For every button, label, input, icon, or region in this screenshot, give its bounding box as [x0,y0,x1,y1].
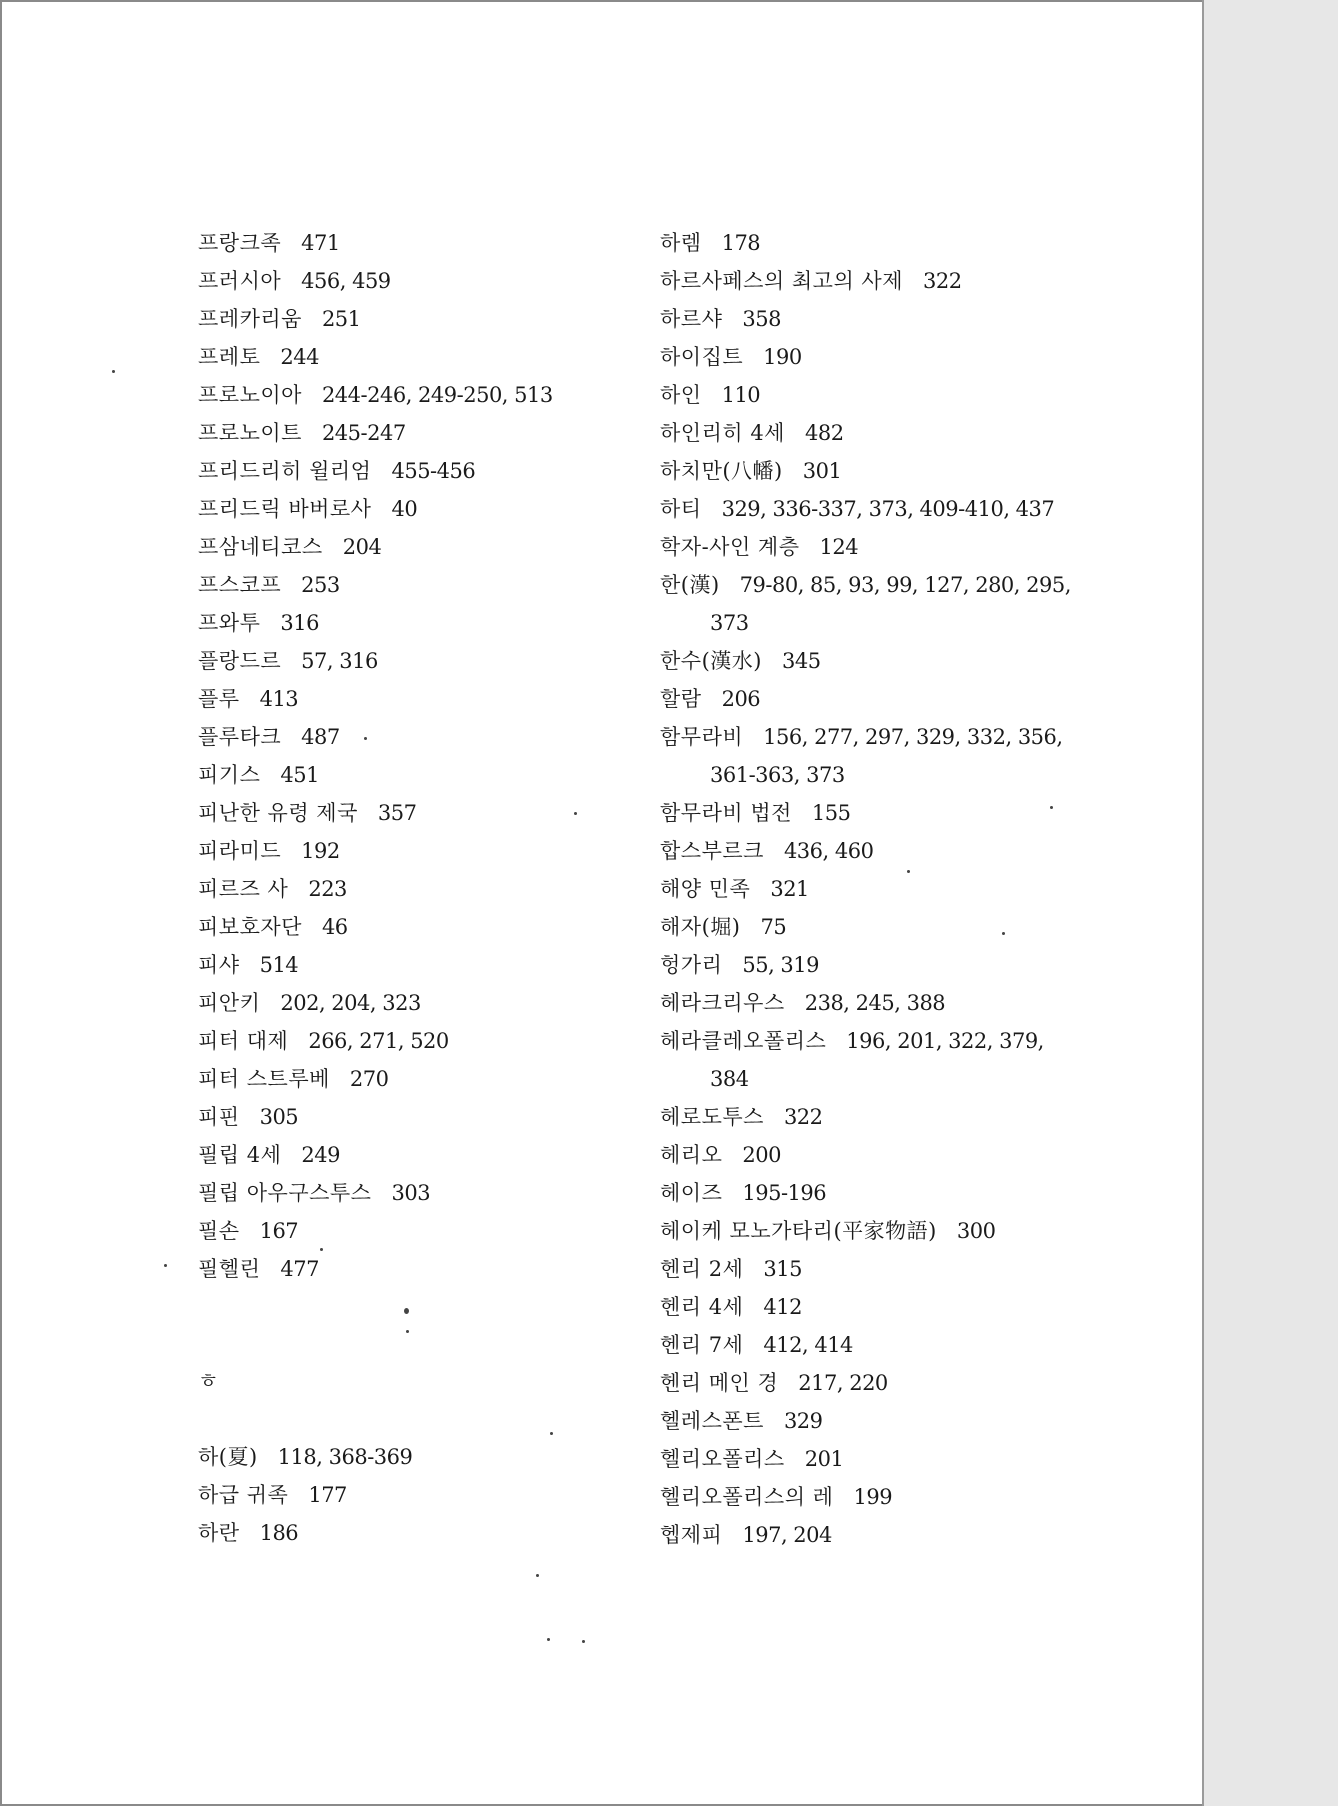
index-term: 피라미드 [198,839,282,863]
index-page-numbers: 316 [280,611,319,635]
index-term: 헨리 7세 [660,1333,744,1357]
index-entry [660,1478,1120,1516]
index-entry [198,604,638,642]
index-page-numbers: 322 [923,269,962,293]
index-page-numbers: 190 [763,345,802,369]
index-page-numbers: 244-246, 249-250, 513 [321,383,553,407]
scan-speck [112,370,115,373]
index-term: 해자(堀) [660,915,741,939]
index-page-numbers: 206 [721,687,761,711]
index-page-numbers: 373 [710,611,749,635]
index-term: 하급 귀족 [198,1483,289,1507]
index-entry [198,1438,638,1476]
index-column-right [660,224,1120,1554]
scan-speck [1002,932,1005,935]
index-term: 프리드릭 바버로사 [198,497,372,521]
index-entry [198,642,638,680]
index-entry [198,1060,638,1098]
index-page-numbers: 75 [760,915,787,939]
index-page-numbers: 477 [280,1257,319,1281]
index-term: 프리드리히 윌리엄 [198,459,372,483]
index-page-numbers: 110 [721,383,761,407]
index-page-numbers: 118, 368-369 [277,1445,413,1469]
scan-speck [164,1264,167,1267]
index-term: 프랑크족 [198,231,282,255]
scan-speck [404,1308,409,1314]
index-entry [660,452,1120,490]
index-page-numbers: 412 [763,1295,802,1319]
index-page-numbers: 321 [770,877,809,901]
index-term: 헤로도투스 [660,1105,764,1129]
index-entry [660,262,1120,300]
index-page-numbers: 471 [301,231,340,255]
index-entry [660,604,1120,642]
index-entry [198,718,638,756]
index-term: 피난한 유령 제국 [198,801,358,825]
index-page-numbers: 192 [301,839,340,863]
index-page-numbers: 156, 277, 297, 329, 332, 356, [763,725,1063,749]
index-term: 하란 [198,1521,240,1545]
scan-speck [547,1638,550,1641]
index-page-numbers: 487 [301,725,340,749]
index-page-numbers: 204 [342,535,382,559]
index-entry [198,832,638,870]
index-entry [198,1136,638,1174]
index-term: 피보호자단 [198,915,302,939]
index-entry [198,680,638,718]
viewer-margin [1202,0,1338,1806]
scan-speck [1050,806,1053,809]
index-term: 필손 [198,1219,240,1243]
index-term: 헤이즈 [660,1181,723,1205]
index-term: 프삼네티코스 [198,535,323,559]
index-entry [198,1098,638,1136]
index-page-numbers: 186 [259,1521,299,1545]
index-entry [198,1022,638,1060]
index-page-numbers: 79-80, 85, 93, 99, 127, 280, 295, [739,573,1071,597]
index-page-numbers: 455-456 [391,459,476,483]
index-entry [660,680,1120,718]
index-page-numbers: 305 [259,1105,299,1129]
index-term: 프러시아 [198,269,282,293]
index-entry [198,946,638,984]
index-term: 피터 대제 [198,1029,289,1053]
index-page-numbers: 358 [742,307,781,331]
index-term: 피안키 [198,991,261,1015]
index-entry [660,1402,1120,1440]
index-entry [198,338,638,376]
index-page-numbers: 46 [321,915,348,939]
index-entry [198,262,638,300]
index-term: 헤이케 모노가타리(平家物語) [660,1219,937,1243]
index-term: 프레카리움 [198,307,302,331]
index-entry [198,528,638,566]
index-entry [198,1476,638,1514]
index-entry [660,1364,1120,1402]
index-term: 플루타크 [198,725,282,749]
index-entry [198,452,638,490]
index-entry [660,984,1120,1022]
index-term: 헨리 메인 경 [660,1371,779,1395]
index-entry [660,566,1120,604]
index-entry [660,1060,1120,1098]
index-entry [198,1250,638,1288]
index-term: 필립 아우구스투스 [198,1181,372,1205]
index-page-numbers: 249 [301,1143,340,1167]
index-entry [198,376,638,414]
index-term: 함무라비 [660,725,744,749]
index-page-numbers: 456, 459 [301,269,391,293]
index-page-numbers: 361-363, 373 [710,763,845,787]
index-term: 할람 [660,687,702,711]
index-page-numbers: 223 [308,877,347,901]
index-term: 피르즈 사 [198,877,289,901]
index-entry [660,1022,1120,1060]
scan-speck [406,1330,409,1333]
index-term: 프와투 [198,611,261,635]
index-page-numbers: 124 [819,535,859,559]
index-page-numbers: 244 [280,345,319,369]
index-term: 하인 [660,383,702,407]
index-entry [660,300,1120,338]
index-term: 하치만(八幡) [660,459,783,483]
index-page-numbers: 202, 204, 323 [280,991,421,1015]
index-term: 필헬린 [198,1257,261,1281]
index-entry [660,1136,1120,1174]
index-entry [198,870,638,908]
index-term: 합스부르크 [660,839,764,863]
index-term: 해양 민족 [660,877,751,901]
scan-speck [574,812,577,815]
scan-speck [536,1574,539,1577]
scan-speck [364,737,367,740]
index-term: 하르샤 [660,307,723,331]
index-term: 한수(漢水) [660,649,762,673]
index-entry [660,870,1120,908]
index-term: 헨리 4세 [660,1295,744,1319]
index-page-numbers: 245-247 [321,421,406,445]
index-entry [660,756,1120,794]
index-page-numbers: 251 [321,307,361,331]
index-term: 프레토 [198,345,261,369]
index-term: 헝가리 [660,953,723,977]
index-entry [198,794,638,832]
index-term: 피기스 [198,763,261,787]
index-page-numbers: 196, 201, 322, 379, [846,1029,1044,1053]
index-entry [660,528,1120,566]
section-heading: ㅎ [198,1369,219,1393]
index-page-numbers: 253 [301,573,340,597]
index-term: 한(漢) [660,573,720,597]
index-column-left [198,224,638,1288]
index-term: 하인리히 4세 [660,421,785,445]
index-entry [660,1250,1120,1288]
index-entry [660,1212,1120,1250]
index-term: 플루 [198,687,240,711]
index-term: 플랑드르 [198,649,282,673]
index-term: 피핀 [198,1105,240,1129]
index-term: 필립 4세 [198,1143,282,1167]
index-page-numbers: 155 [811,801,851,825]
index-entry [660,1326,1120,1364]
index-page-numbers: 201 [804,1447,844,1471]
index-entry [660,1440,1120,1478]
index-term: 피샤 [198,953,240,977]
index-term: 하렘 [660,231,702,255]
index-entry [660,718,1120,756]
index-entry [660,338,1120,376]
index-term: 헬레스폰트 [660,1409,764,1433]
index-entry [660,490,1120,528]
index-entry [660,908,1120,946]
index-term: 하(夏) [198,1445,258,1469]
index-page-numbers: 195-196 [742,1181,827,1205]
index-entry [660,1288,1120,1326]
index-page-numbers: 270 [349,1067,389,1091]
index-page-numbers: 238, 245, 388 [804,991,946,1015]
index-entry [198,1514,638,1552]
index-page-numbers: 357 [377,801,417,825]
scan-speck [320,1248,323,1251]
index-page-numbers: 303 [391,1181,431,1205]
index-entry [198,300,638,338]
index-term: 헵제피 [660,1523,723,1547]
index-page-numbers: 482 [804,421,844,445]
index-entry [660,1098,1120,1136]
index-page-numbers: 514 [259,953,299,977]
index-entry [660,224,1120,262]
index-entry [660,794,1120,832]
index-page-numbers: 177 [308,1483,347,1507]
index-entry [660,1174,1120,1212]
index-page-numbers: 329 [783,1409,823,1433]
index-page-numbers: 300 [956,1219,996,1243]
index-entry [198,414,638,452]
index-page-numbers: 345 [781,649,821,673]
index-term: 하티 [660,497,702,521]
index-term: 프스코프 [198,573,282,597]
index-entry [660,1516,1120,1554]
index-page-numbers: 217, 220 [798,1371,888,1395]
index-term: 헬리오폴리스 [660,1447,785,1471]
index-page-numbers: 167 [259,1219,299,1243]
index-entry [660,832,1120,870]
index-term: 프로노이아 [198,383,302,407]
index-entry [198,1212,638,1250]
index-page-numbers: 178 [721,231,761,255]
index-term: 하이집트 [660,345,744,369]
index-page-numbers: 199 [853,1485,893,1509]
index-entry [660,376,1120,414]
index-term: 피터 스트루베 [198,1067,330,1091]
index-page-numbers: 57, 316 [301,649,378,673]
index-term: 헬리오폴리스의 레 [660,1485,834,1509]
index-page-numbers: 40 [391,497,418,521]
index-term: 프로노이트 [198,421,302,445]
index-term: 헨리 2세 [660,1257,744,1281]
index-entry [660,642,1120,680]
index-page-numbers: 384 [710,1067,749,1091]
index-term: 헤라크리우스 [660,991,785,1015]
index-page-numbers: 436, 460 [783,839,874,863]
index-page-numbers: 55, 319 [742,953,820,977]
index-entry [660,414,1120,452]
index-entry [198,566,638,604]
index-entry [660,946,1120,984]
index-page-numbers: 266, 271, 520 [308,1029,449,1053]
index-term: 하르사페스의 최고의 사제 [660,269,903,293]
index-term: 함무라비 법전 [660,801,792,825]
index-entry [198,984,638,1022]
index-entry [198,224,638,262]
index-entry [198,756,638,794]
index-entry [198,1174,638,1212]
index-entry [198,908,638,946]
index-page-numbers: 200 [742,1143,781,1167]
index-page-numbers: 301 [802,459,842,483]
index-page-numbers: 451 [280,763,319,787]
index-page-numbers: 197, 204 [742,1523,832,1547]
scan-speck [582,1640,585,1643]
scan-speck [550,1432,553,1435]
index-column-left-continued [198,1438,638,1552]
index-term: 헤리오 [660,1143,723,1167]
index-term: 학자-사인 계층 [660,535,800,559]
index-page-numbers: 329, 336-337, 373, 409-410, 437 [721,497,1055,521]
index-page-numbers: 315 [763,1257,802,1281]
scan-speck [907,870,910,873]
index-entry [198,490,638,528]
index-page-numbers: 413 [259,687,299,711]
index-page-numbers: 412, 414 [763,1333,853,1357]
index-page-numbers: 322 [783,1105,823,1129]
index-term: 헤라클레오폴리스 [660,1029,827,1053]
